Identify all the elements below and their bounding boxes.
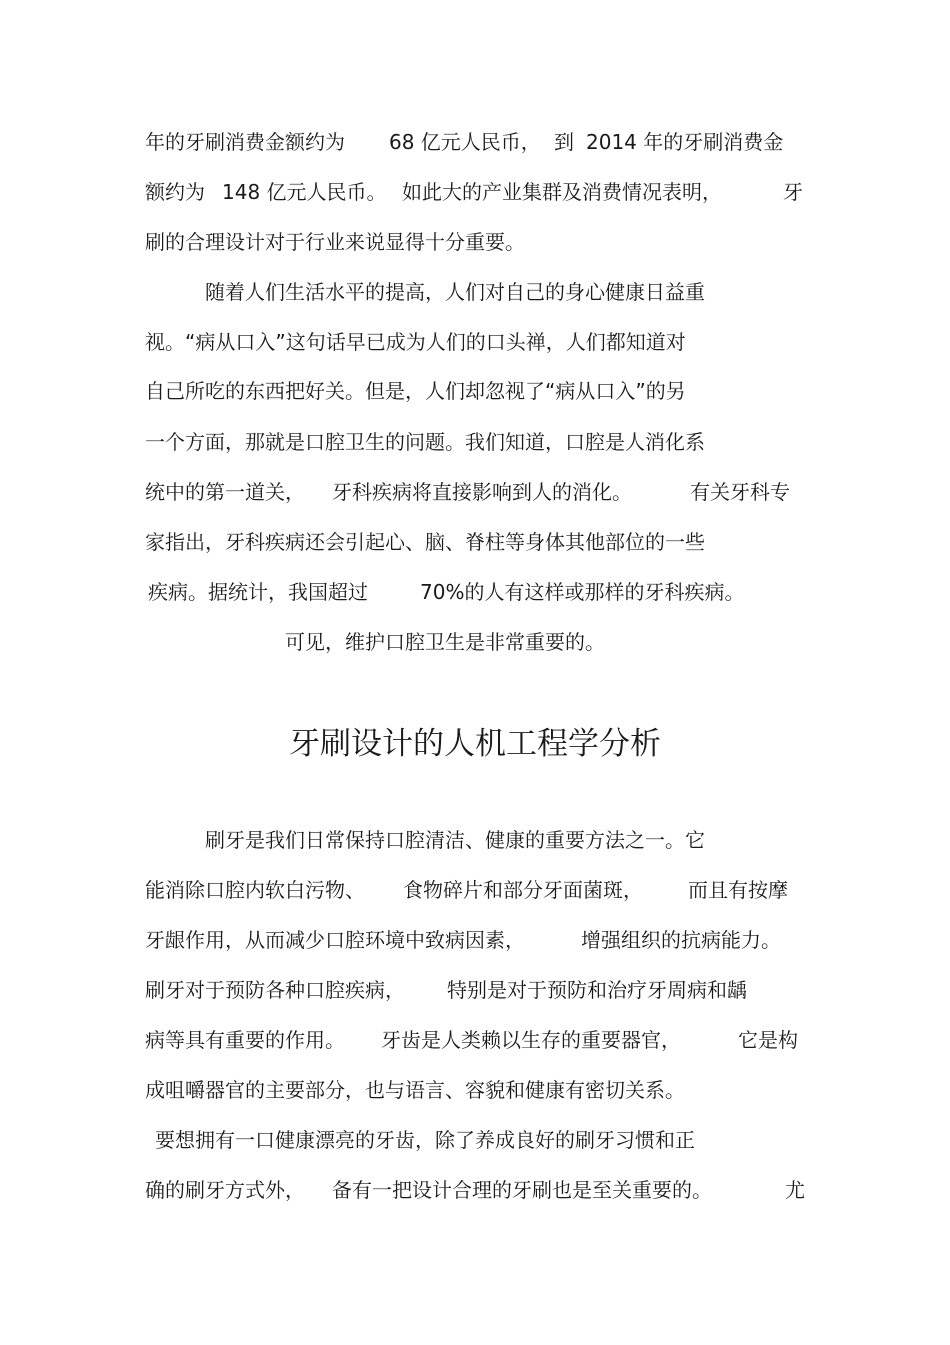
text-segment: 备有一把设计合理的牙刷也是至关重要的。: [332, 1178, 712, 1202]
text-segment: 自己所吃的东西把好关。但是，人们却忽视了“病从口入”的另: [145, 379, 686, 403]
text-segment: 刷牙对于预防各种口腔疾病，: [145, 978, 405, 1002]
text-segment: 到: [554, 130, 574, 154]
text-line: [145, 977, 805, 1003]
text-line: [145, 479, 805, 505]
text-segment: 视。“病从口入”这句话早已成为人们的口头禅，人们都知道对: [145, 330, 686, 354]
text-segment: 一个方面，那就是口腔卫生的问题。我们知道，口腔是人消化系: [145, 430, 705, 454]
text-segment: 它是构: [738, 1028, 798, 1052]
text-segment: 牙科疾病将直接影响到人的消化。: [332, 480, 632, 504]
text-segment: 2014 年的牙刷消费金: [586, 130, 784, 154]
text-segment: 70%的人有这样或那样的牙科疾病。: [420, 580, 745, 604]
text-segment: 年的牙刷消费金额约为: [145, 130, 345, 154]
text-line: [148, 579, 788, 605]
text-segment: 食物碎片和部分牙面菌斑，: [403, 878, 643, 902]
text-segment: 而且有按摩: [688, 878, 788, 902]
section-title: 牙刷设计的人机工程学分析: [289, 726, 661, 762]
text-segment: 尤: [785, 1178, 805, 1202]
text-segment: 成咀嚼器官的主要部分，也与语言、容貌和健康有密切关系。: [145, 1078, 685, 1102]
text-segment: 统中的第一道关，: [145, 480, 305, 504]
text-segment: 牙: [783, 180, 803, 204]
text-line: [145, 927, 805, 953]
text-segment: 增强组织的抗病能力。: [581, 928, 781, 952]
text-segment: 有关牙科专: [690, 480, 790, 504]
text-line: [145, 1177, 805, 1203]
text-segment: 刷牙是我们日常保持口腔清洁、健康的重要方法之一。它: [205, 828, 705, 852]
text-line: [145, 129, 805, 155]
text-segment: 病等具有重要的作用。: [145, 1028, 345, 1052]
text-segment: 148 亿元人民币。: [222, 180, 387, 204]
text-line: [145, 877, 805, 903]
text-segment: 确的刷牙方式外，: [145, 1178, 305, 1202]
text-segment: 随着人们生活水平的提高，人们对自己的身心健康日益重: [205, 280, 705, 304]
text-line: [145, 179, 805, 205]
text-segment: 能消除口腔内软白污物、: [145, 878, 365, 902]
text-segment: 特别是对于预防和治疗牙周病和龋: [447, 978, 747, 1002]
text-segment: 刷的合理设计对于行业来说显得十分重要。: [145, 230, 525, 254]
text-segment: 牙龈作用，从而减少口腔环境中致病因素，: [145, 928, 525, 952]
text-segment: 如此大的产业集群及消费情况表明，: [402, 180, 722, 204]
text-segment: 牙齿是人类赖以生存的重要器官，: [381, 1028, 681, 1052]
text-segment: 可见，维护口腔卫生是非常重要的。: [285, 630, 605, 654]
text-segment: 要想拥有一口健康漂亮的牙齿，除了养成良好的刷牙习惯和正: [155, 1128, 695, 1152]
text-line: [145, 1027, 805, 1053]
text-segment: 额约为: [145, 180, 205, 204]
text-segment: 家指出，牙科疾病还会引起心、脑、脊柱等身体其他部位的一些: [145, 530, 705, 554]
text-segment: 疾病。据统计，我国超过: [148, 580, 368, 604]
text-segment: 68 亿元人民币，: [389, 130, 541, 154]
